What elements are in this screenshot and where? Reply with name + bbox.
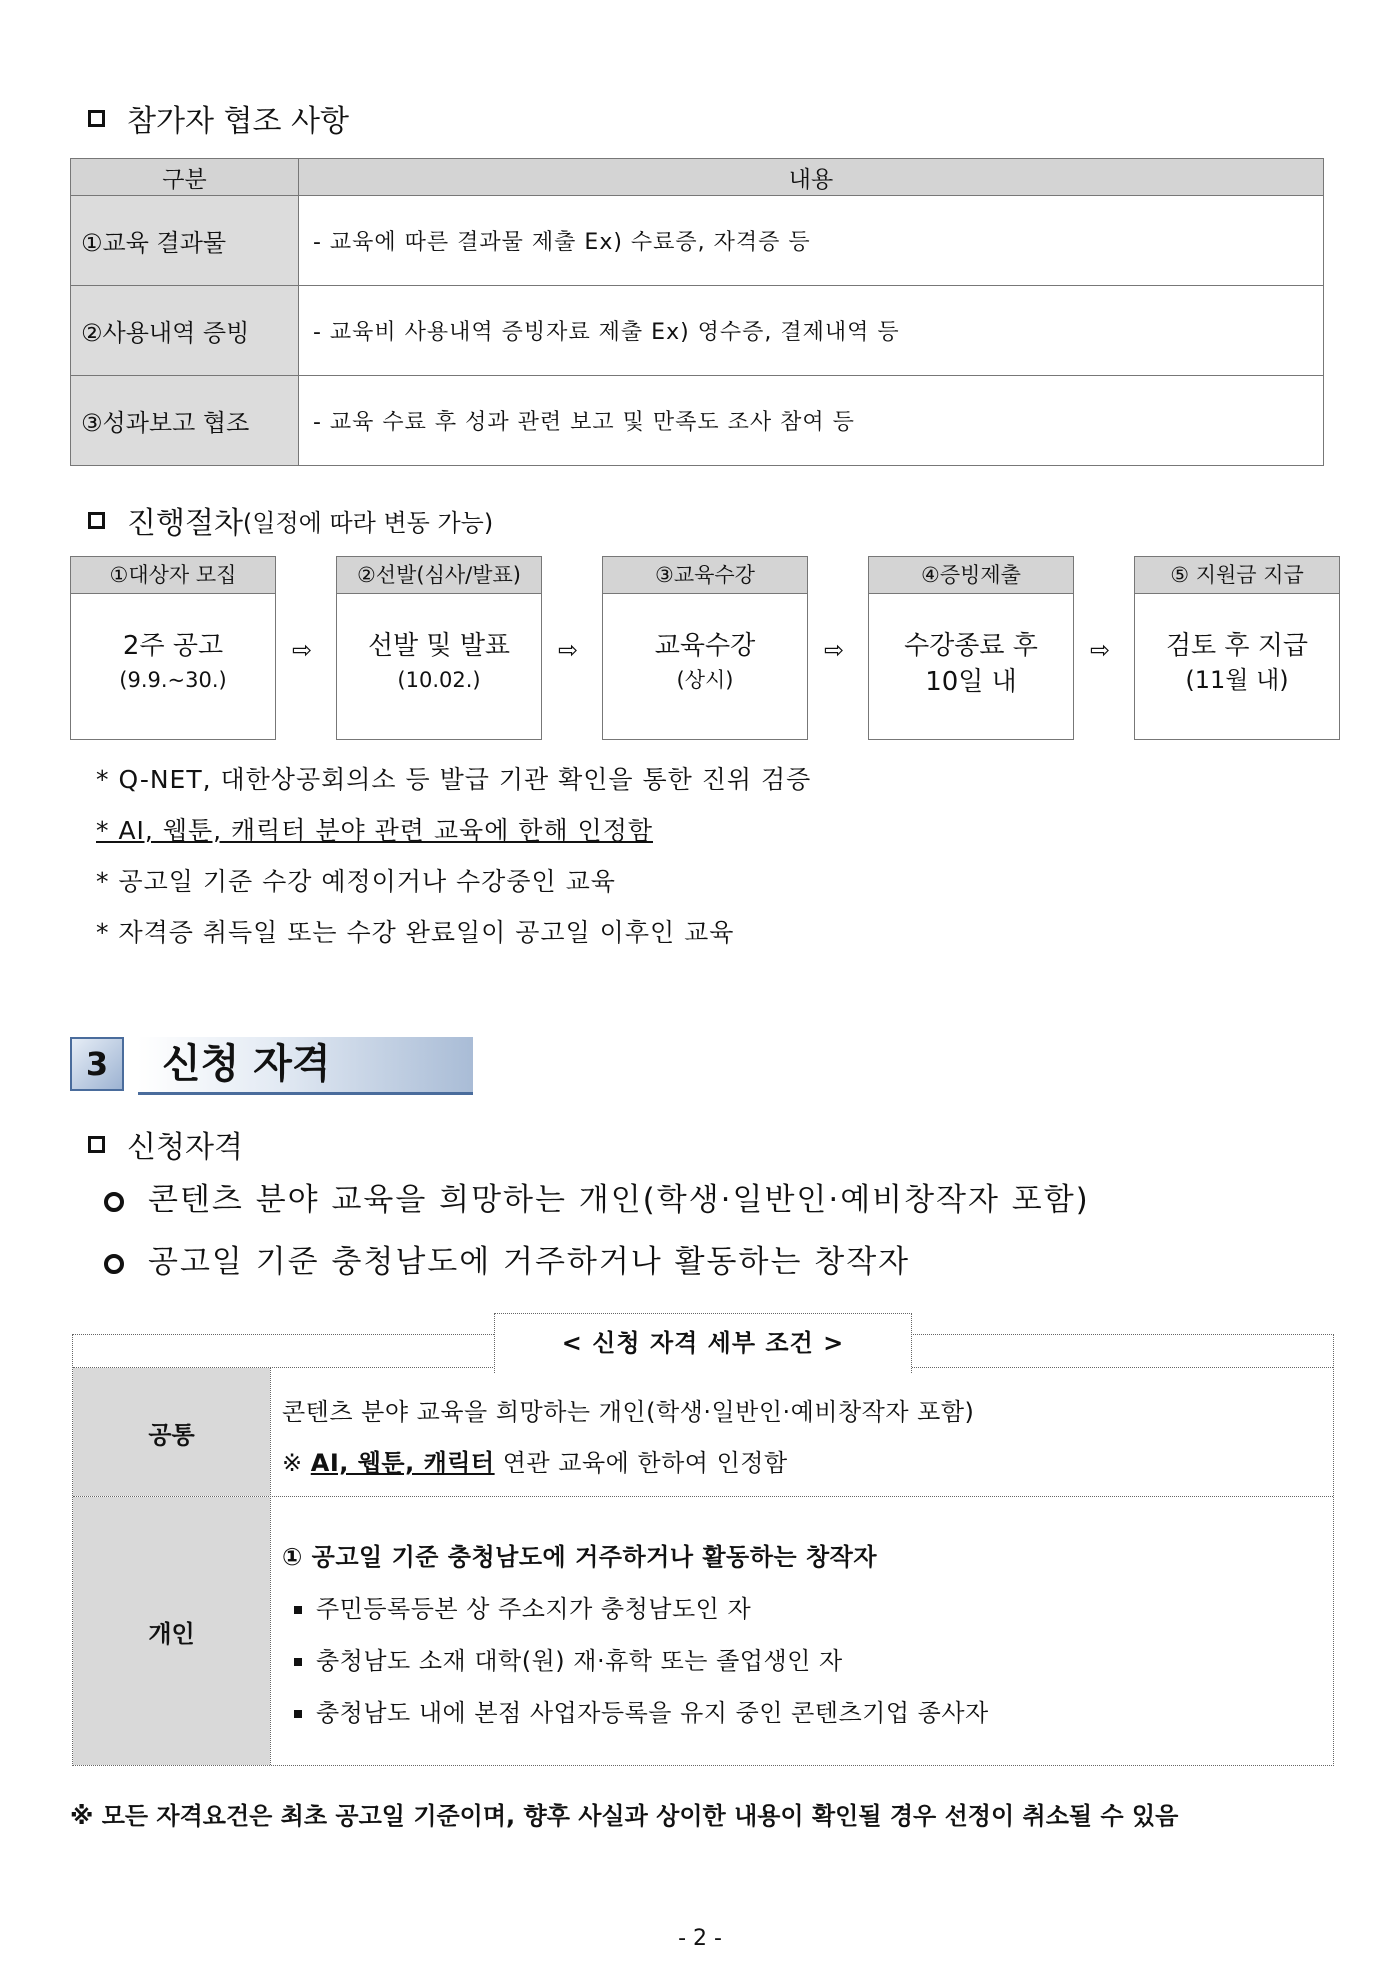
square-bullet-icon [294,1710,302,1718]
section-number: 3 [70,1037,124,1091]
coop-table [70,158,1324,466]
process-step-main: 수강종료 후 [904,631,1038,661]
arrow-right-icon: ⇨ [1090,636,1111,664]
coop-header-row [71,159,1324,196]
coop-row-label: ①교육 결과물 [71,196,299,286]
divider [73,1496,1333,1497]
coop-row-label: ③성과보고 협조 [71,376,299,466]
circle-bullet-icon [104,1192,124,1212]
arrow-right-icon: ⇨ [558,636,579,664]
detail-caption: < 신청 자격 세부 조건 > [494,1313,912,1373]
detail-label-common: 공통 [73,1368,270,1496]
coop-row-label: ②사용내역 증빙 [71,286,299,376]
process-step-2 [336,556,542,740]
process-step-title: ③교육수강 [603,557,807,594]
common-line: 콘텐츠 분야 교육을 희망하는 개인(학생·일반인·예비창작자 포함) [282,1398,975,1426]
checkbox-bullet-icon [88,512,105,529]
process-step-main: 선발 및 발표 [367,631,511,661]
process-step-title: ⑤ 지원금 지급 [1135,557,1339,594]
process-note: * 자격증 취득일 또는 수강 완료일이 공고일 이후인 교육 [96,918,735,947]
process-step-sub: 10일 내 [925,667,1017,697]
coop-col-content: 내용 [299,159,1324,196]
process-step-4 [868,556,1074,740]
checkbox-bullet-icon [88,110,105,127]
eligibility-item: 공고일 기준 충청남도에 거주하거나 활동하는 창작자 [104,1236,910,1281]
individual-bullet: 충청남도 소재 대학(원) 재·휴학 또는 졸업생인 자 [294,1641,843,1676]
process-heading: 진행절차 (일정에 따라 변동 가능) [88,498,493,542]
process-step-sub: (9.9.~30.) [119,668,227,692]
square-bullet-icon [294,1658,302,1666]
page-number: - 2 - [678,1926,722,1951]
table-row [71,196,1324,286]
process-step-sub: (11월 내) [1185,666,1289,694]
process-step-3 [602,556,808,740]
process-step-main: 검토 후 지급 [1165,631,1309,661]
coop-row-value: - 교육비 사용내역 증빙자료 제출 Ex) 영수증, 결제내역 등 [299,286,1324,376]
process-note: * 공고일 기준 수강 예정이거나 수강중인 교육 [96,867,616,896]
divider [270,1367,271,1765]
process-step-title: ②선발(심사/발표) [337,557,541,594]
checkbox-bullet-icon [88,1136,105,1153]
process-step-main: 2주 공고 [122,631,224,661]
process-step-sub: (상시) [676,668,734,692]
coop-row-value: - 교육 수료 후 성과 관련 보고 및 만족도 조사 참여 등 [299,376,1324,466]
eligibility-item: 콘텐츠 분야 교육을 희망하는 개인(학생·일반인·예비창작자 포함) [104,1174,1090,1219]
coop-col-category: 구분 [71,159,299,196]
common-note: ※ AI, 웹툰, 캐릭터 연관 교육에 한하여 인정함 [282,1449,788,1477]
process-step-sub: (10.02.) [397,668,481,692]
arrow-right-icon: ⇨ [824,636,845,664]
coop-row-value: - 교육에 따른 결과물 제출 Ex) 수료증, 자격증 등 [299,196,1324,286]
arrow-right-icon: ⇨ [292,636,313,664]
process-step-5 [1134,556,1340,740]
table-row [71,376,1324,466]
process-step-title: ④증빙제출 [869,557,1073,594]
process-step-main: 교육수강 [654,631,756,661]
table-row [71,286,1324,376]
circle-bullet-icon [104,1254,124,1274]
process-note-underlined: * AI, 웹툰, 캐릭터 분야 관련 교육에 한해 인정함 [96,816,653,845]
eligibility-heading: 신청자격 [88,1122,243,1166]
individual-title: ① 공고일 기준 충청남도에 거주하거나 활동하는 창작자 [282,1543,877,1571]
square-bullet-icon [294,1606,302,1614]
section-title: 신청 자격 [138,1037,473,1095]
detail-label-individual: 개인 [73,1497,270,1765]
footer-note: ※ 모든 자격요건은 최초 공고일 기준이며, 향후 사실과 상이한 내용이 확인될 경우 선정이 취소될 수 있음 [70,1802,1179,1830]
individual-bullet: 충청남도 내에 본점 사업자등록을 유지 중인 콘텐츠기업 종사자 [294,1693,989,1728]
process-step-title: ①대상자 모집 [71,557,275,594]
process-step-1 [70,556,276,740]
coop-heading: 참가자 협조 사항 [88,96,349,140]
process-note: * Q-NET, 대한상공회의소 등 발급 기관 확인을 통한 진위 검증 [96,765,812,794]
individual-bullet: 주민등록등본 상 주소지가 충청남도인 자 [294,1589,751,1624]
